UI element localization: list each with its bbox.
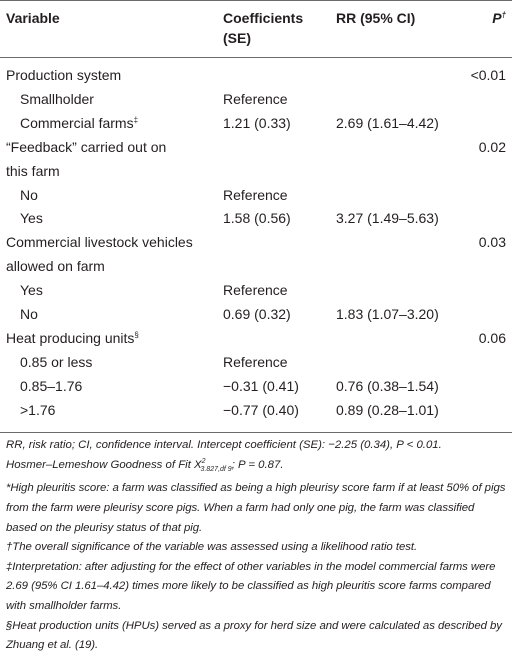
row-variable-label bbox=[6, 326, 139, 350]
header-rr: RR (95% CI) bbox=[336, 10, 416, 26]
row-variable-text: Production system bbox=[6, 67, 122, 83]
header-p-label: P bbox=[492, 10, 502, 26]
row-p-value: 0.06 bbox=[478, 329, 506, 346]
row-coefficient: −0.77 (0.40) bbox=[223, 401, 299, 418]
table-row bbox=[0, 326, 512, 350]
row-risk-ratio: 1.83 (1.07–3.20) bbox=[336, 306, 439, 322]
row-p-value: <0.01 bbox=[470, 67, 506, 83]
row-variable-label bbox=[20, 374, 82, 398]
row-footnote-mark: § bbox=[134, 330, 139, 340]
row-risk-ratio: 0.76 (0.38–1.54) bbox=[336, 377, 439, 394]
table-row bbox=[0, 87, 512, 111]
row-variable-text: 0.85 or less bbox=[20, 353, 93, 370]
row-variable-text: allowed on farm bbox=[6, 258, 105, 275]
header-p-dagger: † bbox=[501, 10, 506, 20]
row-coefficient: 0.69 (0.32) bbox=[223, 306, 291, 322]
row-p-value: 0.03 bbox=[478, 234, 506, 251]
row-variable-label bbox=[20, 350, 92, 374]
row-risk-ratio: 0.89 (0.28–1.01) bbox=[336, 401, 439, 418]
row-variable-text: “Feedback” carried out on bbox=[6, 138, 167, 155]
header-coefficients-line1: Coefficients bbox=[223, 10, 304, 26]
table-row bbox=[0, 206, 512, 230]
row-coefficient: Reference bbox=[223, 186, 288, 203]
header-rule bbox=[0, 57, 512, 58]
row-variable-text: Heat producing units bbox=[6, 329, 135, 346]
row-variable-label bbox=[20, 398, 55, 422]
footnote-dagger: †The overall significance of the variable was assessed using a likelihood ratio test. bbox=[6, 541, 418, 554]
row-variable-text: Commercial livestock vehicles bbox=[6, 234, 193, 251]
row-variable-label bbox=[20, 87, 94, 111]
table-row bbox=[0, 63, 512, 87]
table-row bbox=[0, 254, 512, 278]
row-variable-label bbox=[6, 230, 193, 254]
table-row bbox=[0, 135, 512, 159]
row-variable-label bbox=[20, 206, 43, 230]
row-variable-label bbox=[20, 302, 38, 326]
footnotes bbox=[6, 436, 506, 656]
row-variable-label bbox=[6, 135, 166, 159]
table-row bbox=[0, 374, 512, 398]
row-footnote-mark: ‡ bbox=[133, 115, 139, 125]
row-variable-text: Yes bbox=[20, 282, 43, 299]
row-risk-ratio: 2.69 (1.61–4.42) bbox=[336, 114, 439, 131]
table-row bbox=[0, 111, 512, 135]
row-risk-ratio: 3.27 (1.49–5.63) bbox=[336, 210, 439, 227]
footnote-high-pleuritis: *High pleuritis score: a farm was classified as being a high pleurisy score farm if at least 50% of pigs from the farm were pleurisy score pigs. When a farm had only one pig, the farm was classified based on the pleurisy status of that pig. bbox=[6, 482, 506, 534]
table-row bbox=[0, 230, 512, 254]
footnote-hosmer-lemeshow: Hosmer–Lemeshow Goodness of Fit $X^2_{3.827,df 9}$; P = 0.87. bbox=[6, 457, 284, 473]
row-variable-text: No bbox=[20, 186, 38, 203]
header-p bbox=[492, 8, 506, 28]
row-variable-label bbox=[20, 183, 38, 207]
row-p-value: 0.02 bbox=[478, 138, 506, 155]
header-variable: Variable bbox=[6, 10, 60, 26]
row-variable-text: Commercial farms bbox=[20, 114, 134, 131]
row-variable-label bbox=[6, 254, 105, 278]
row-variable-text: No bbox=[20, 306, 38, 322]
row-variable-label bbox=[6, 159, 60, 183]
row-variable-text: Smallholder bbox=[20, 90, 94, 107]
footnote-section: §Heat production units (HPUs) served as a proxy for herd size and were calculated as described by Zhuang et al. (19). bbox=[6, 619, 502, 652]
table-row bbox=[0, 159, 512, 183]
bottom-rule bbox=[0, 432, 512, 433]
top-rule bbox=[0, 0, 512, 1]
row-variable-label bbox=[6, 63, 121, 87]
table-row bbox=[0, 183, 512, 207]
footnote-abbreviations: RR, risk ratio; CI, confidence interval. Intercept coefficient (SE): −2.25 (0.34), P < 0.01. bbox=[6, 439, 442, 451]
header-coefficients-line2: (SE) bbox=[223, 30, 251, 46]
header-coefficients bbox=[223, 8, 303, 48]
row-variable-text: 0.85–1.76 bbox=[20, 377, 83, 394]
row-coefficient: Reference bbox=[223, 282, 288, 299]
row-variable-text: this farm bbox=[6, 162, 60, 179]
table-row bbox=[0, 278, 512, 302]
table-row bbox=[0, 302, 512, 326]
row-variable-text: >1.76 bbox=[20, 401, 56, 418]
row-coefficient: Reference bbox=[223, 90, 288, 107]
row-variable-text: Yes bbox=[20, 210, 43, 227]
footnote-double-dagger: ‡Interpretation: after adjusting for the effect of other variables in the model commercial farms were 2.69 (95% CI 1.61–4.42) times more likely to be classified as high pleuritis score farms compared with smallholder farms. bbox=[6, 560, 496, 613]
row-coefficient: −0.31 (0.41) bbox=[223, 377, 299, 394]
table-row bbox=[0, 350, 512, 374]
row-variable-label bbox=[20, 111, 138, 135]
table-row bbox=[0, 398, 512, 422]
row-coefficient: 1.58 (0.56) bbox=[223, 210, 291, 227]
row-coefficient: Reference bbox=[223, 353, 288, 370]
row-coefficient: 1.21 (0.33) bbox=[223, 114, 291, 131]
row-variable-label bbox=[20, 278, 43, 302]
